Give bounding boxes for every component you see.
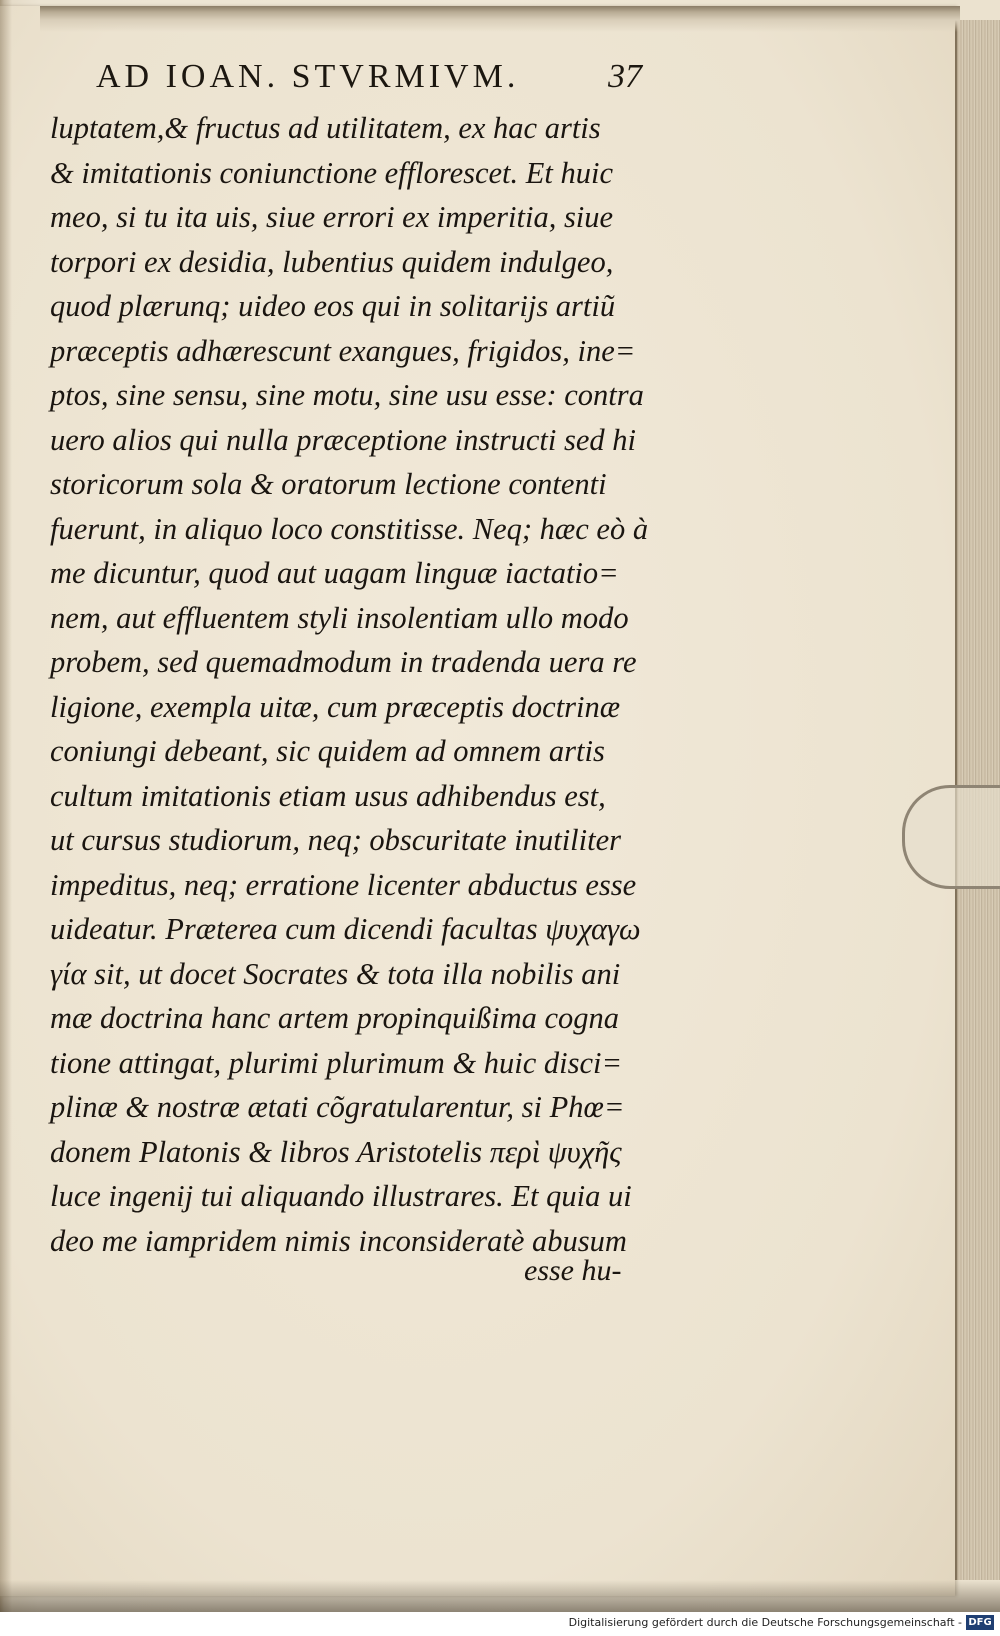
dfg-logo: DFG <box>966 1615 994 1630</box>
text-line: tione attingat, plurimi plurimum & huic disci= <box>50 1045 623 1080</box>
gutter-shadow <box>0 0 12 1612</box>
book-page <box>0 6 955 1596</box>
page-clip-tab <box>902 785 1000 889</box>
text-line: ptos, sine sensu, sine motu, sine usu esse: contra <box>50 378 644 412</box>
page-number: 37 <box>608 58 642 95</box>
text-line: uero alios qui nulla præceptione instructi sed hi <box>50 422 636 457</box>
text-line: probem, sed quemadmodum in tradenda uera re <box>50 645 637 679</box>
text-line: quod plærunq; uideo eos qui in solitarijs artiũ <box>50 289 616 323</box>
text-line: luptatem,& fructus ad utilitatem, ex hac artis <box>50 111 601 145</box>
text-line: coniungi debeant, sic quidem ad omnem artis <box>50 734 605 768</box>
text-line: ligione, exempla uitæ, cum præceptis doctrinæ <box>50 689 621 724</box>
text-line: meo, si tu ita uis, siue errori ex imperitia, siue <box>50 200 614 234</box>
text-line: γία sit, ut docet Socrates & tota illa nobilis ani <box>50 956 621 991</box>
text-line: torpori ex desidia, lubentius quidem indulgeo, <box>50 244 614 279</box>
text-line: impeditus, neq; erratione licenter abductus esse <box>50 867 637 902</box>
text-line: ut cursus studiorum, neq; obscuritate inutiliter <box>50 823 622 857</box>
text-line: fuerunt, in aliquo loco constitisse. Neq; hæc eò à <box>50 511 649 546</box>
text-line: donem Platonis & libros Aristotelis περὶ ψυχῆς <box>50 1134 622 1169</box>
text-line: deo me iampridem nimis inconsideratè abusum <box>50 1223 627 1258</box>
text-line: uideatur. Præterea cum dicendi facultas ψυχαγω <box>50 912 641 946</box>
text-line: nem, aut effluentem styli insolentiam ullo modo <box>50 600 629 635</box>
catchword: esse hu- <box>524 1254 622 1287</box>
text-line: præceptis adhærescunt exangues, frigidos, ine= <box>50 333 636 368</box>
text-line: & imitationis coniunctione efflorescet. Et huic <box>50 155 614 190</box>
footer-credit: Digitalisierung gefördert durch die Deutsche Forschungsgemeinschaft - <box>568 1616 962 1629</box>
footer-bar <box>0 1612 1000 1636</box>
running-header <box>96 58 656 102</box>
text-line: mæ doctrina hanc artem propinquißima cogna <box>50 1001 620 1035</box>
running-title: AD IOAN. STVRMIVM. <box>96 58 520 95</box>
text-line: cultum imitationis etiam usus adhibendus est, <box>50 778 606 813</box>
bottom-shadow <box>0 1580 1000 1612</box>
text-line: storicorum sola & oratorum lectione contenti <box>50 467 607 501</box>
body-text <box>50 106 690 1263</box>
text-line: plinæ & nostræ ætati cõgratularentur, si Phœ= <box>50 1090 625 1124</box>
text-line: luce ingenij tui aliquando illustrares. Et quia ui <box>50 1179 632 1213</box>
page-top-edge <box>40 6 960 32</box>
text-line: me dicuntur, quod aut uagam linguæ iactatio= <box>50 556 619 590</box>
